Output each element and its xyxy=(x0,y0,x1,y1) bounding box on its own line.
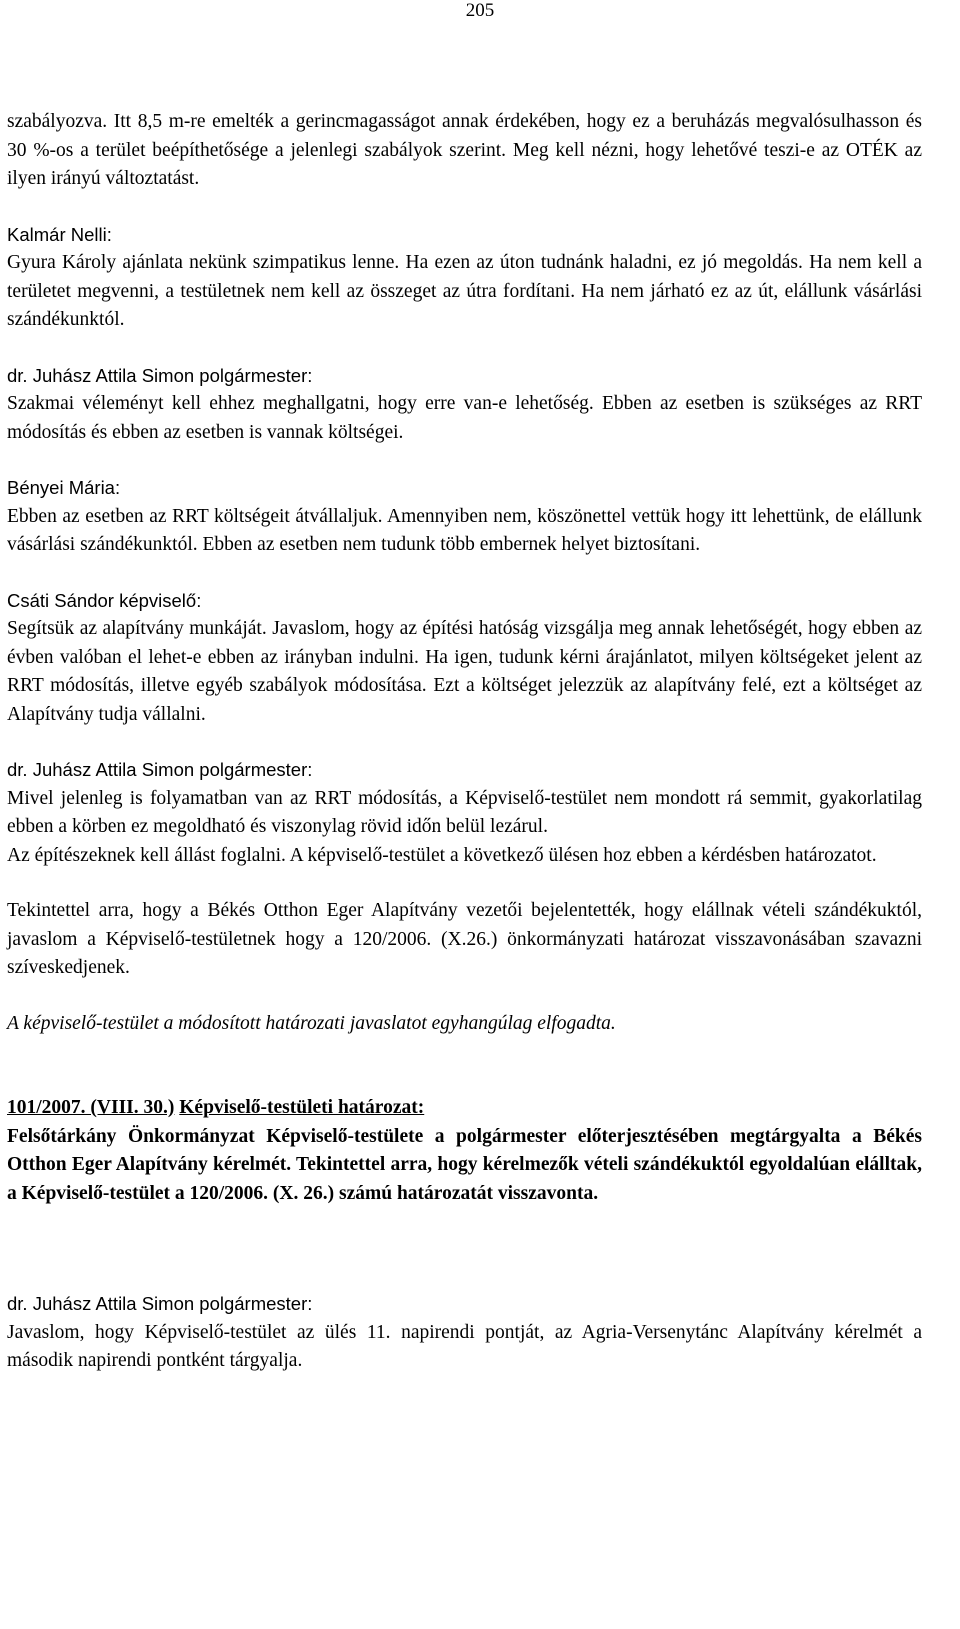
page-number: 205 xyxy=(465,0,495,21)
decision-body: Felsőtárkány Önkormányzat Képviselő-testülete a polgármester előterjesztésében megtárgyalta a Békés Otthon Eger Alapítvány kérelmét. Tekintettel arra, hogy kérelmezők vételi szándékuktól egyoldalúan elálltak, a Képviselő-testület a 120/2006. (X. 26.) számú határozatát visszavonta. xyxy=(7,1125,922,1204)
vote-result: A képviselő-testület a módosított határozati javaslatot egyhangúlag elfogadta. xyxy=(7,1012,616,1034)
paragraph-csati-sandor: Segítsük az alapítvány munkáját. Javaslom, hogy az építési hatóság vizsgálja meg annak lehetőségét, hogy ebben az évben valóban el lehet-e ebben az irányban indulni. Ha igen, tudunk kérni árajánlatot, milyen költségeket jelent az RRT módosítás, illetve egyéb szabályok módosítása. Ezt a költséget jelezzük az alapítvány felé, ezt a költséget az Alapítvány tudja vállalni. xyxy=(7,618,922,725)
decision-number: 101/2007. (VIII. 30.) xyxy=(7,1097,175,1118)
speaker-mayor-2: dr. Juhász Attila Simon polgármester: xyxy=(7,759,313,780)
paragraph-kalmar-nelli: Gyura Károly ajánlata nekünk szimpatikus lenne. Ha ezen az úton tudnánk haladni, ez jó megoldás. Ha nem kell a területet megvenni, a testületnek nem kell az összeget az útra fordítani. Ha nem járható ez az út, elállunk vásárlási szándékunktól. xyxy=(7,252,922,330)
document-body xyxy=(7,108,922,1376)
decision-title xyxy=(7,1094,922,1123)
speaker-csati-sandor: Csáti Sándor képviselő: xyxy=(7,589,202,611)
paragraph-mayor-2a: Mivel jelenleg is folyamatban van az RRT módosítás, a Képviselő-testület nem mondott rá semmit, gyakorlatilag ebben a körben ez megoldható és viszonylag rövid időn belül lezárul. xyxy=(7,787,922,837)
paragraph-mayor-2b: Az építészeknek kell állást foglalni. A képviselő-testület a következő ülésen hoz ebben a kérdésben határozatot. xyxy=(7,844,877,866)
paragraph-proposal: Tekintettel arra, hogy a Békés Otthon Eger Alapítvány vezetői bejelentették, hogy elállnak vételi szándékuktól, javaslom a Képviselő-testületnek hogy a 120/2006. (X.26.) önkormányzati határozat visszavonásában szavazni szíveskedjenek. xyxy=(7,900,922,978)
paragraph-intro: szabályozva. Itt 8,5 m-re emelték a gerincmagasságot annak érdekében, hogy ez a beruházás megvalósulhasson és 30 %-os a terület beépíthetősége a jelenlegi szabályok szerint. Meg kell nézni, hogy lehetővé teszi-e az OTÉK az ilyen irányú változtatást. xyxy=(7,111,922,189)
paragraph-benyei-maria: Ebben az esetben az RRT költségeit átvállaljuk. Amennyiben nem, köszönettel vettük hogy itt lehettünk, de elállunk vásárlási szándékunktól. Ebben az esetben nem tudunk több embernek helyet biztosítani. xyxy=(7,505,922,555)
decision-heading: Képviselő-testületi határozat: xyxy=(179,1097,425,1118)
paragraph-mayor-3: Javaslom, hogy Képviselő-testület az ülés 11. napirendi pontját, az Agria-Versenytánc Alapítvány kérelmét a második napirendi pontként tárgyalja. xyxy=(7,1321,922,1371)
paragraph-mayor-1: Szakmai véleményt kell ehhez meghallgatni, hogy erre van-e lehetőség. Ebben az esetben is szükséges az RRT módosítás és ebben az esetben is vannak költségei. xyxy=(7,393,922,443)
speaker-mayor-1: dr. Juhász Attila Simon polgármester: xyxy=(7,364,313,386)
speaker-mayor-3: dr. Juhász Attila Simon polgármester: xyxy=(7,1293,313,1314)
speaker-kalmar-nelli: Kalmár Nelli: xyxy=(7,223,112,245)
speaker-benyei-maria: Bényei Mária: xyxy=(7,477,121,498)
